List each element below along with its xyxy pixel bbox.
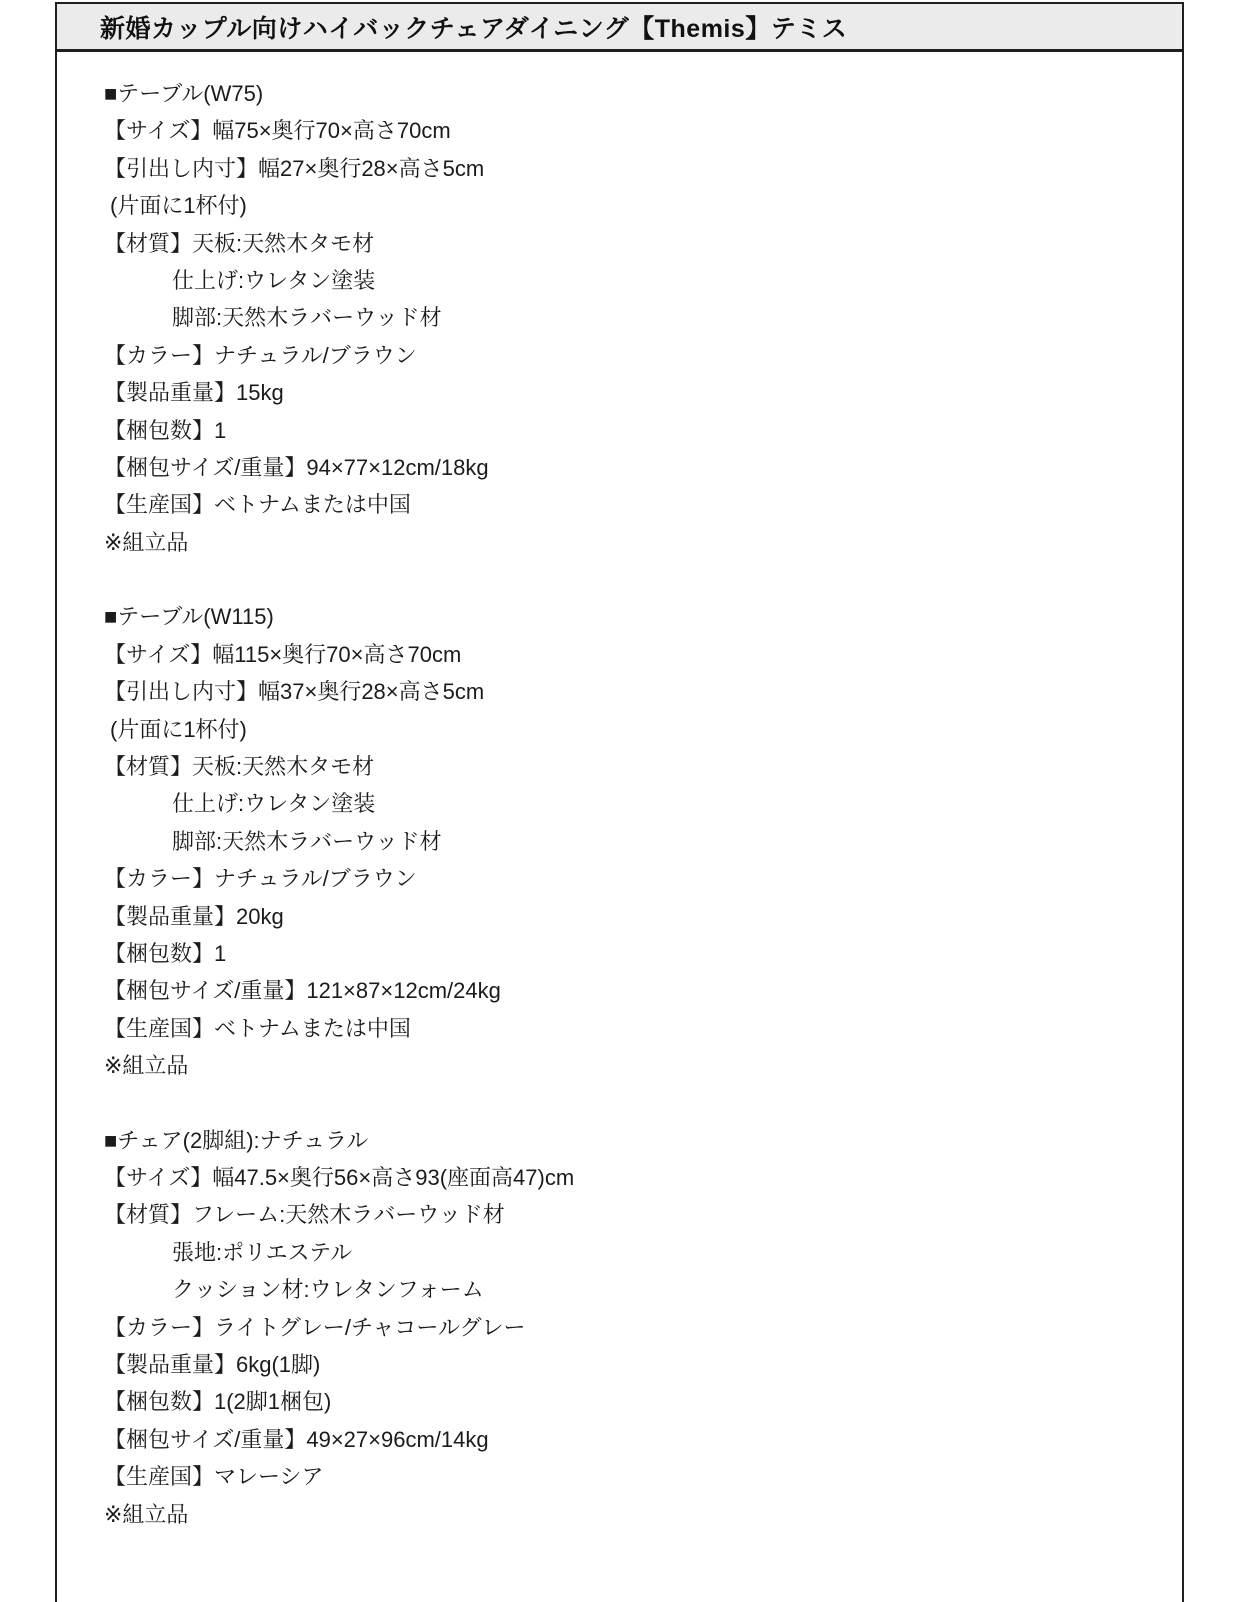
title-bar [57,4,1182,52]
spec-line-drawer-note: (片面に1杯付) [110,193,247,219]
spec-line-material: 【材質】フレーム:天然木ラバーウッド材 [104,1202,505,1228]
spec-line-origin: 【生産国】マレーシア [104,1464,324,1490]
spec-line-assembly-note: ※組立品 [104,1501,189,1527]
spec-line-color: 【カラー】ナチュラル/ブラウン [104,342,417,368]
spec-line-material: 【材質】天板:天然木タモ材 [104,753,375,779]
section-heading: ■テーブル(W75) [104,81,264,106]
section-heading: ■チェア(2脚組):ナチュラル [104,1127,369,1153]
spec-line-package-count: 【梱包数】1 [104,940,227,966]
spec-body [57,52,1182,1563]
spec-line-package-count: 【梱包数】1(2脚1梱包) [104,1389,332,1415]
spec-line-legs: 脚部:天然木ラバーウッド材 [172,828,442,854]
spec-line-package-size: 【梱包サイズ/重量】121×87×12cm/24kg [104,978,501,1004]
spec-section-table-w75 [104,75,1152,561]
spec-line-weight: 【製品重量】15kg [104,380,284,406]
spec-line-origin: 【生産国】ベトナムまたは中国 [104,1015,411,1041]
spec-line-upholstery: 張地:ポリエステル [172,1239,353,1265]
spec-line-size: 【サイズ】幅47.5×奥行56×高さ93(座面高47)cm [104,1164,575,1190]
spec-line-package-size: 【梱包サイズ/重量】49×27×96cm/14kg [104,1426,489,1452]
spec-line-origin: 【生産国】ベトナムまたは中国 [104,492,411,518]
spec-line-package-count: 【梱包数】1 [104,417,227,443]
spec-line-legs: 脚部:天然木ラバーウッド材 [172,305,442,331]
spec-line-drawer: 【引出し内寸】幅37×奥行28×高さ5cm [104,679,485,705]
spec-line-assembly-note: ※組立品 [104,1053,189,1079]
spec-line-finish: 仕上げ:ウレタン塗装 [172,268,376,294]
page-title: 新婚カップル向けハイバックチェアダイニング【Themis】テミス [100,14,848,43]
spec-section-chair [104,1122,1152,1533]
spec-line-drawer: 【引出し内寸】幅27×奥行28×高さ5cm [104,155,485,181]
spec-line-cushion: クッション材:ウレタンフォーム [172,1277,484,1303]
spec-line-assembly-note: ※組立品 [104,529,189,555]
spec-sheet [55,2,1184,1602]
spec-line-color: 【カラー】ナチュラル/ブラウン [104,866,417,892]
spec-line-weight: 【製品重量】6kg(1脚) [104,1352,321,1377]
spec-section-table-w115 [104,598,1152,1084]
spec-line-drawer-note: (片面に1杯付) [110,716,247,742]
spec-line-weight: 【製品重量】20kg [104,903,284,929]
spec-line-material: 【材質】天板:天然木タモ材 [104,230,375,256]
spec-line-size: 【サイズ】幅115×奥行70×高さ70cm [104,641,462,667]
section-heading: ■テーブル(W115) [104,604,274,630]
spec-line-finish: 仕上げ:ウレタン塗装 [172,791,376,817]
spec-line-package-size: 【梱包サイズ/重量】94×77×12cm/18kg [104,455,489,481]
spec-line-color: 【カラー】ライトグレー/チャコールグレー [104,1314,526,1340]
spec-line-size: 【サイズ】幅75×奥行70×高さ70cm [104,118,451,144]
